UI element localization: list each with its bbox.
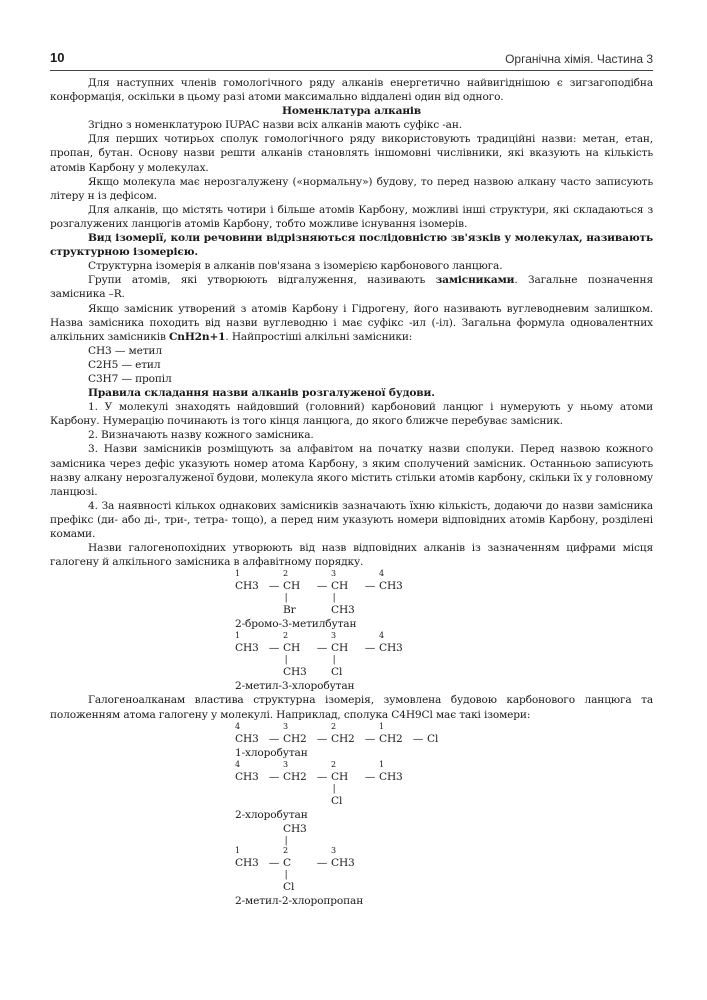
group: Cl: [427, 732, 439, 745]
structural-formula-1: [235, 569, 653, 617]
chain: [235, 770, 653, 784]
bond: —: [412, 732, 424, 745]
paragraph: Галогеноалканам властива структурна ізомерія, зумовлена будовою карбонового ланцюга та положенням атома галогену у молекулі. Наприклад, сполука C4H9Cl має такі ізомери:: [50, 694, 653, 721]
rule-1: 1. У молекулі знаходять найдовший (головний) карбоновий ланцюг і нумерують у ньому атоми Карбону. Нумерацію починають із того кінця ланцюга, до якого ближче перебуває замісник.: [50, 401, 653, 428]
bond: —: [364, 580, 376, 593]
bond: |: [283, 869, 288, 880]
group: CH2: [379, 732, 403, 745]
atom-numbers: [235, 722, 653, 732]
atom-number: 1: [235, 845, 240, 855]
vertical-bonds: [235, 836, 653, 846]
vertical-bonds: [235, 870, 653, 880]
substituent-bottom: Cl: [283, 880, 295, 893]
chain: [235, 856, 653, 870]
page-body: [50, 76, 653, 908]
atom-number: 2: [283, 631, 288, 641]
paragraph: [50, 273, 653, 301]
running-title: Органічна хімія. Частина 3: [505, 52, 653, 66]
group: CH3: [235, 856, 259, 869]
group: CH: [283, 642, 301, 655]
vertical-bonds: [235, 593, 653, 603]
group: CH: [331, 770, 349, 783]
text: Якщо замісник утворений з атомів Карбону і Гідрогену, його називають вуглеводневим залишком. Назва замісника походить від назви вуглеводню і має суфікс -ил (-іл). Загальна формула одновалентних алкільних замісників: [50, 302, 653, 343]
structural-formula-5: [235, 822, 653, 894]
formula-caption: 1-хлоробутан: [235, 746, 308, 759]
group: CH3: [379, 770, 403, 783]
vertical-bonds: [235, 655, 653, 665]
rules-heading: Правила складання назви алканів розгалуженої будови.: [88, 387, 435, 400]
text: Групи атомів, які утворюють відгалуження, називають: [88, 274, 436, 287]
structural-formula-2: [235, 631, 653, 679]
atom-number: 2: [283, 845, 288, 855]
atom-number: 1: [235, 631, 240, 641]
atom-number: 3: [331, 845, 336, 855]
paragraph: Назви галогенопохідних утворюють від назв відповідних алканів із зазначенням цифрами місця галогену й алкільного замісника в алфавітному порядку.: [50, 542, 653, 569]
rule-2: 2. Визначають назву кожного замісника.: [88, 429, 314, 442]
group: CH2: [283, 732, 307, 745]
vertical-bonds: [235, 784, 653, 794]
atom-number: 1: [235, 569, 240, 579]
group: CH: [331, 642, 349, 655]
group: CH3: [235, 732, 259, 745]
group: CH3: [235, 642, 259, 655]
general-formula: CnH2n+1: [168, 330, 226, 343]
atom-number: 2: [331, 759, 336, 769]
text: . Найпростіші алкільні замісники:: [225, 330, 413, 343]
bond: —: [268, 642, 280, 655]
atom-number: 1: [379, 721, 384, 731]
atom-numbers: [235, 760, 653, 770]
substituent-methyl: CH3 — метил: [88, 344, 162, 357]
bond: —: [364, 770, 376, 783]
group: CH3: [379, 642, 403, 655]
paragraph: Для алканів, що містять чотири і більше атомів Карбону, можливі інші структури, які складаються з розгалужених ланцюгів атомів Карбону, тобто можливе існування ізомерів.: [50, 203, 653, 230]
paragraph: Структурна ізомерія в алканів пов'язана з ізомерією карбонового ланцюга.: [88, 260, 503, 273]
atom-number: 4: [379, 569, 384, 579]
substituents: [235, 794, 653, 808]
atom-number: 2: [283, 569, 288, 579]
group: CH2: [283, 770, 307, 783]
term-bold: замісниками: [435, 274, 515, 287]
bond: |: [331, 783, 336, 794]
substituent-ethyl: C2H5 — етил: [88, 358, 161, 371]
group: CH3: [379, 580, 403, 593]
structural-formula-3: [235, 722, 653, 746]
atom-number: 3: [283, 759, 288, 769]
bond: —: [316, 732, 328, 745]
atom-number: 1: [379, 759, 384, 769]
group: CH: [331, 580, 349, 593]
substituent-top: CH3: [283, 822, 307, 835]
chain: [235, 579, 653, 593]
atom-numbers: [235, 846, 653, 856]
bond: —: [268, 770, 280, 783]
rule-3: 3. Назви замісників розміщують за алфавітом на початку назви сполуки. Перед назвою кожного замісника через дефіс указують номер атома Карбону, з яким сполучений замісник. Останньою записують назву алкану нерозгалуженої будови, молекула якого містить стільки атомів карбону, скільки їх у головному ланцюзі.: [50, 443, 653, 498]
paragraph: Для перших чотирьох сполук гомологічного ряду використовують традиційні назви: метан, етан, пропан, бутан. Основу назви решти алканів становлять іншомовні числівники, які вказують на кількість атомів Карбону у молекулах.: [50, 133, 653, 174]
atom-number: 4: [235, 759, 240, 769]
bond: —: [364, 642, 376, 655]
substituent: Cl: [331, 794, 343, 807]
substituents: [235, 603, 653, 617]
paragraph: Згідно з номенклатурою IUPAC назви всіх алканів мають суфікс -ан.: [88, 119, 462, 132]
definition-bold: Вид ізомерії, коли речовини відрізняються послідовністю зв'язків у молекулах, називають структурною ізомерією.: [50, 232, 653, 259]
substituent-propyl: C3H7 — пропіл: [88, 372, 172, 385]
bond: —: [316, 580, 328, 593]
atom-number: 2: [331, 721, 336, 731]
substituent: CH3: [283, 666, 307, 679]
group: CH: [283, 580, 301, 593]
substituent: Br: [283, 604, 296, 617]
substituent-bottom-row: [235, 880, 653, 894]
substituent-top-row: [235, 822, 653, 836]
formula-caption: 2-бромо-3-метилбутан: [235, 618, 357, 631]
chain: [235, 732, 653, 746]
bond: |: [283, 835, 288, 846]
paragraph: [50, 302, 653, 344]
group: CH3: [235, 580, 259, 593]
bond: —: [364, 732, 376, 745]
rule-4: 4. За наявності кількох однакових замісників зазначають їхню кількість, додаючи до назви замісника префікс (ди- або ді-, три-, тетра- тощо), а перед ним указують номери відповідних атомів Карбону, розділені комами.: [50, 499, 653, 540]
atom-number: 3: [331, 631, 336, 641]
bond: |: [331, 593, 336, 604]
atom-number: 3: [283, 721, 288, 731]
group: CH3: [235, 770, 259, 783]
atom-number: 4: [379, 631, 384, 641]
bond: |: [283, 593, 288, 604]
atom-number: 3: [331, 569, 336, 579]
bond: —: [316, 770, 328, 783]
text: . Загальне позначення замісника –R.: [50, 274, 653, 301]
bond: —: [268, 732, 280, 745]
formula-caption: 2-метил-2-хлоропропан: [235, 894, 364, 907]
atom-number: 4: [235, 721, 240, 731]
bond: —: [268, 580, 280, 593]
formula-caption: 2-метил-3-хлоробутан: [235, 680, 355, 693]
structural-formula-4: [235, 760, 653, 808]
bond: —: [268, 856, 280, 869]
substituent: Cl: [331, 666, 343, 679]
substituent: CH3: [331, 604, 355, 617]
substituents: [235, 665, 653, 679]
paragraph: Для наступних членів гомологічного ряду алканів енергетично найвигіднішою є зигзагоподібна конформація, оскільки в цьому разі атоми максимально віддалені один від одного.: [50, 77, 653, 104]
bond: |: [283, 655, 288, 666]
group: C: [283, 856, 291, 869]
group: CH3: [331, 856, 355, 869]
section-heading: Номенклатура алканів: [281, 105, 422, 118]
bond: —: [316, 642, 328, 655]
atom-numbers: [235, 631, 653, 641]
atom-numbers: [235, 569, 653, 579]
formula-caption: 2-хлоробутан: [235, 808, 308, 821]
bond: —: [316, 856, 328, 869]
page-number: 10: [50, 50, 65, 65]
chain: [235, 641, 653, 655]
page-header: [50, 50, 653, 71]
paragraph: Якщо молекула має нерозгалужену («нормальну») будову, то перед назвою алкану часто записують літеру н із дефісом.: [50, 175, 653, 202]
group: CH2: [331, 732, 355, 745]
bond: |: [331, 655, 336, 666]
